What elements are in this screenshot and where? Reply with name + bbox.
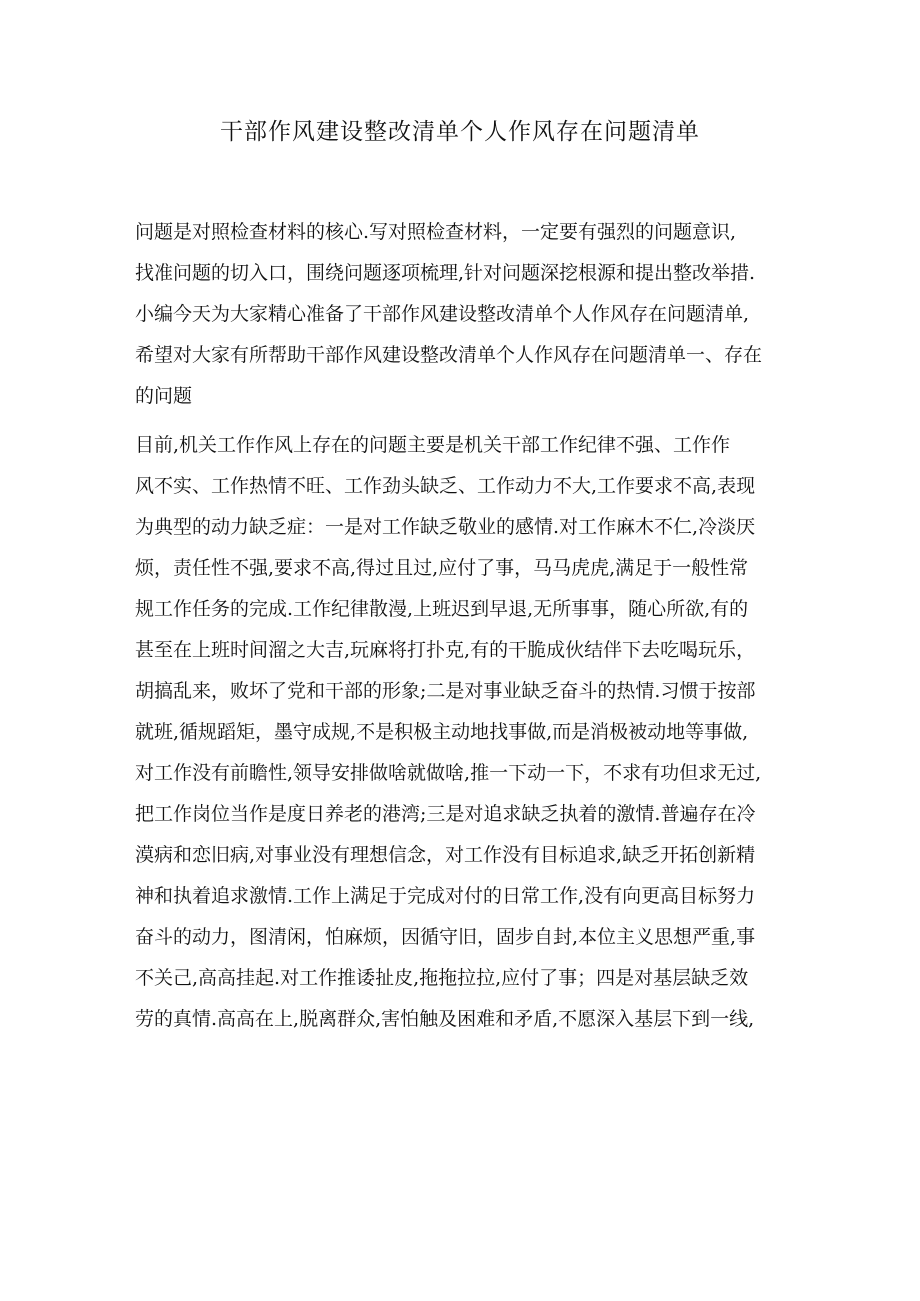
document-title: 干部作风建设整改清单个人作风存在问题清单 — [220, 119, 700, 145]
text-line: 小编今天为大家精心准备了干部作风建设整改清单个人作风存在问题清单, — [135, 303, 750, 325]
text-line: 甚至在上班时间溜之大吉,玩麻将打扑克,有的干脆成伙结伴下去吃喝玩乐， — [135, 639, 756, 661]
text-line: 的问题 — [135, 385, 193, 407]
text-line: 对工作没有前瞻性,领导安排做啥就做啥,推一下动一下，不求有功但求无过, — [135, 762, 762, 784]
text-line: 把工作岗位当作是度日养老的港湾;三是对追求缺乏执着的激情.普遍存在冷 — [135, 803, 756, 825]
text-line: 胡搞乱来，败坏了党和干部的形象;二是对事业缺乏奋斗的热情.习惯于按部 — [135, 680, 756, 702]
text-line: 不关己,高高挂起.对工作推诿扯皮,拖拖拉拉,应付了事；四是对基层缺乏效 — [135, 967, 749, 989]
text-line: 奋斗的动力，图清闲，怕麻烦，因循守旧，固步自封,本位主义思想严重,事 — [135, 926, 756, 948]
document-body — [135, 212, 815, 1040]
paragraph-problems — [135, 425, 815, 1040]
text-line: 找准问题的切入口，围绕问题逐项梳理,针对问题深挖根源和提出整改举措. — [135, 262, 756, 284]
text-line: 风不实、工作热情不旺、工作劲头缺乏、工作动力不大,工作要求不高,表现 — [135, 475, 756, 497]
text-line: 劳的真情.高高在上,脱离群众,害怕触及困难和矛盾,不愿深入基层下到一线, — [135, 1008, 755, 1030]
paragraph-intro — [135, 212, 815, 417]
text-line: 神和执着追求激情.工作上满足于完成对付的日常工作,没有向更高目标努力 — [135, 885, 756, 907]
text-line: 问题是对照检查材料的核心.写对照检查材料，一定要有强烈的问题意识, — [135, 221, 737, 243]
text-line: 希望对大家有所帮助干部作风建设整改清单个人作风存在问题清单一、存在 — [135, 344, 763, 366]
text-line: 规工作任务的完成.工作纪律散漫,上班迟到早退,无所事事，随心所欲,有的 — [135, 598, 749, 620]
text-line: 就班,循规蹈矩，墨守成规,不是积极主动地找事做,而是消极被动地等事做, — [135, 721, 749, 743]
text-line: 漠病和恋旧病,对事业没有理想信念，对工作没有目标追求,缺乏开拓创新精 — [135, 844, 756, 866]
text-line: 目前,机关工作作风上存在的问题主要是机关干部工作纪律不强、工作作 — [135, 434, 731, 456]
text-line: 为典型的动力缺乏症：一是对工作缺乏敬业的感情.对工作麻木不仁,冷淡厌 — [135, 516, 756, 538]
text-line: 烦，责任性不强,要求不高,得过且过,应付了事，马马虎虎,满足于一般性常 — [135, 557, 749, 579]
